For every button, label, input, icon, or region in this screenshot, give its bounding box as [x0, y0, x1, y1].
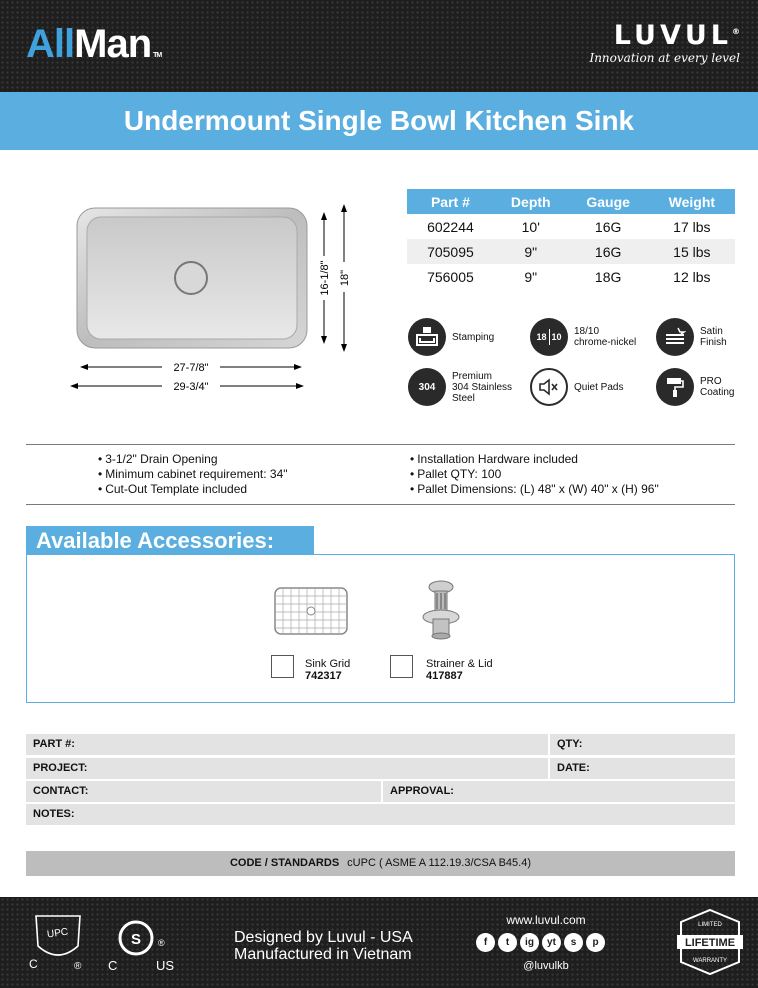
list-item: • 3-1/2" Drain Opening: [98, 452, 288, 467]
list-item: • Installation Hardware included: [410, 452, 659, 467]
features-list-left: [98, 452, 288, 497]
csa-certification-icon: [108, 914, 188, 974]
part-label: PART #:: [33, 738, 75, 750]
cell: 756005: [427, 268, 474, 285]
date-field[interactable]: [550, 758, 735, 779]
col-gauge: Gauge: [568, 189, 649, 214]
project-field[interactable]: [26, 758, 548, 779]
twitter-icon[interactable]: t: [498, 933, 517, 952]
strainer-checkbox[interactable]: [390, 655, 413, 678]
warranty-main: LIFETIME: [684, 937, 736, 949]
pinterest-icon[interactable]: p: [586, 933, 605, 952]
steel-304-icon: [408, 368, 446, 406]
designed-line-2: Manufactured in Vietnam: [234, 946, 412, 963]
feature-pro-coating: [656, 368, 734, 406]
upc-certification-icon: [26, 912, 90, 974]
speaker-muted-icon: [530, 368, 568, 406]
accessories-title: Available Accessories:: [26, 526, 314, 554]
strainer-name: Strainer & Lid: [426, 658, 493, 670]
quiet-pads-label: Quiet Pads: [574, 381, 624, 393]
project-label: PROJECT:: [33, 762, 88, 774]
designed-by-text: [234, 929, 413, 963]
features-list-right: [410, 452, 659, 497]
code-standards-bar: [26, 851, 735, 876]
feature-quiet-pads: [530, 368, 623, 406]
cell: 9": [494, 239, 568, 264]
divider: [26, 444, 735, 445]
cell: 18G: [594, 268, 622, 285]
table-row: [407, 214, 735, 239]
list-item: • Pallet QTY: 100: [410, 467, 659, 482]
feature-chrome-nickel: [530, 318, 636, 356]
chrome-nickel-icon-a: 18: [536, 331, 547, 342]
premium-label-3: Steel: [452, 392, 475, 404]
csa-us: US: [156, 958, 175, 973]
facebook-icon[interactable]: f: [476, 933, 495, 952]
contact-field[interactable]: [26, 781, 381, 802]
cell: 17 lbs: [673, 218, 711, 235]
csa-c: C: [108, 958, 118, 973]
contact-label: CONTACT:: [33, 785, 89, 797]
stamping-label: Stamping: [452, 331, 495, 343]
spec-header-row: [407, 189, 735, 214]
outer-depth-label: 18": [339, 269, 351, 287]
table-row: [407, 239, 735, 264]
accessories-panel: [26, 554, 735, 703]
spec-table: [407, 189, 735, 289]
cell: 15 lbs: [649, 239, 735, 264]
title-band: [0, 92, 758, 150]
code-standards-value: cUPC ( ASME A 112.19.3/CSA B45.4): [347, 857, 532, 869]
cell: 10': [521, 218, 540, 235]
feature-stamping: [408, 318, 494, 356]
warranty-top: LIMITED: [698, 922, 722, 928]
warranty-bottom: WARRANTY: [692, 958, 728, 964]
upc-r: ®: [74, 961, 82, 972]
drain-icon: [175, 262, 207, 294]
list-item: • Pallet Dimensions: (L) 48" x (W) 40" x (H) 96": [410, 482, 659, 497]
approval-field[interactable]: [383, 781, 735, 802]
col-weight: Weight: [649, 189, 735, 214]
col-part: Part #: [407, 189, 494, 214]
skype-icon[interactable]: s: [564, 933, 583, 952]
divider: [26, 504, 735, 505]
social-icons: [476, 933, 605, 952]
youtube-icon[interactable]: yt: [542, 933, 561, 952]
sink-grid-image: [274, 587, 348, 635]
trademark-mark: TM: [153, 52, 162, 59]
code-standards-label: CODE / STANDARDS: [229, 857, 340, 869]
part-number-field[interactable]: [26, 734, 548, 755]
sink-grid-item: [305, 658, 350, 682]
upc-text: UPC: [46, 926, 69, 941]
allman-logo: [26, 22, 161, 67]
cell: 16G: [594, 218, 622, 235]
cell: 9": [524, 268, 538, 285]
notes-label: NOTES:: [33, 808, 75, 820]
cell: 16G: [568, 239, 649, 264]
svg-text:S: S: [130, 931, 142, 948]
approval-label: APPROVAL:: [390, 785, 454, 797]
satin-label-1: Satin: [700, 326, 723, 337]
luvul-logo: [580, 20, 740, 65]
chrome-nickel-icon: [530, 318, 568, 356]
designed-line-1: Designed by Luvul - USA: [234, 929, 413, 946]
list-item: • Cut-Out Template included: [98, 482, 288, 497]
table-row: [407, 264, 735, 289]
stamping-icon: [408, 318, 446, 356]
feature-premium-steel: [408, 368, 512, 406]
steel-304-icon-label: 304: [418, 381, 436, 393]
feature-satin: [656, 318, 727, 356]
cell: 602244: [427, 218, 474, 235]
pro-label-1: PRO: [700, 376, 722, 387]
cell: 12 lbs: [673, 268, 711, 285]
date-label: DATE:: [557, 762, 590, 774]
sink-diagram: [70, 200, 370, 400]
sink-grid-name: Sink Grid: [305, 658, 351, 670]
lifetime-warranty-badge: [673, 908, 747, 976]
sink-grid-part: 742317: [305, 670, 342, 682]
notes-field[interactable]: [26, 804, 735, 825]
cell: 705095: [407, 239, 494, 264]
satin-finish-icon: [656, 318, 694, 356]
strainer-image: [421, 579, 461, 641]
satin-label-2: Finish: [700, 337, 727, 348]
tagline: Innovation at every level: [589, 51, 740, 65]
pro-label-2: Coating: [700, 387, 735, 398]
inner-depth-label: 16-1/8": [319, 260, 331, 296]
allman-logo-part2: Man: [74, 22, 152, 66]
chrome-nickel-label-1: 18/10: [574, 326, 600, 337]
luvul-brand: LUVUL: [613, 20, 732, 51]
csa-r: ®: [158, 938, 165, 948]
social-handle[interactable]: @luvulkb: [523, 960, 569, 972]
registered-mark: ®: [732, 27, 740, 36]
chrome-nickel-label-2: chrome-nickel: [574, 337, 637, 348]
header-band: [0, 0, 758, 92]
website-link[interactable]: www.luvul.com: [506, 913, 586, 927]
strainer-item: [426, 658, 493, 682]
list-item: • Minimum cabinet requirement: 34": [98, 467, 288, 482]
chrome-nickel-icon-b: 10: [551, 331, 562, 342]
instagram-icon[interactable]: ig: [520, 933, 539, 952]
premium-label-1: Premium: [452, 370, 493, 382]
paint-roller-icon: [656, 368, 694, 406]
allman-logo-part1: All: [26, 22, 75, 66]
upc-c: C: [29, 957, 38, 971]
sink-grid-checkbox[interactable]: [271, 655, 294, 678]
qty-field[interactable]: [550, 734, 735, 755]
premium-label-2: 304 Stainless: [452, 381, 513, 393]
outer-width-label: 29-3/4": [173, 381, 209, 393]
page-title: Undermount Single Bowl Kitchen Sink: [123, 105, 635, 136]
inner-width-label: 27-7/8": [173, 362, 209, 374]
qty-label: QTY:: [557, 738, 583, 750]
strainer-part: 417887: [426, 670, 463, 682]
col-depth: Depth: [494, 189, 568, 214]
